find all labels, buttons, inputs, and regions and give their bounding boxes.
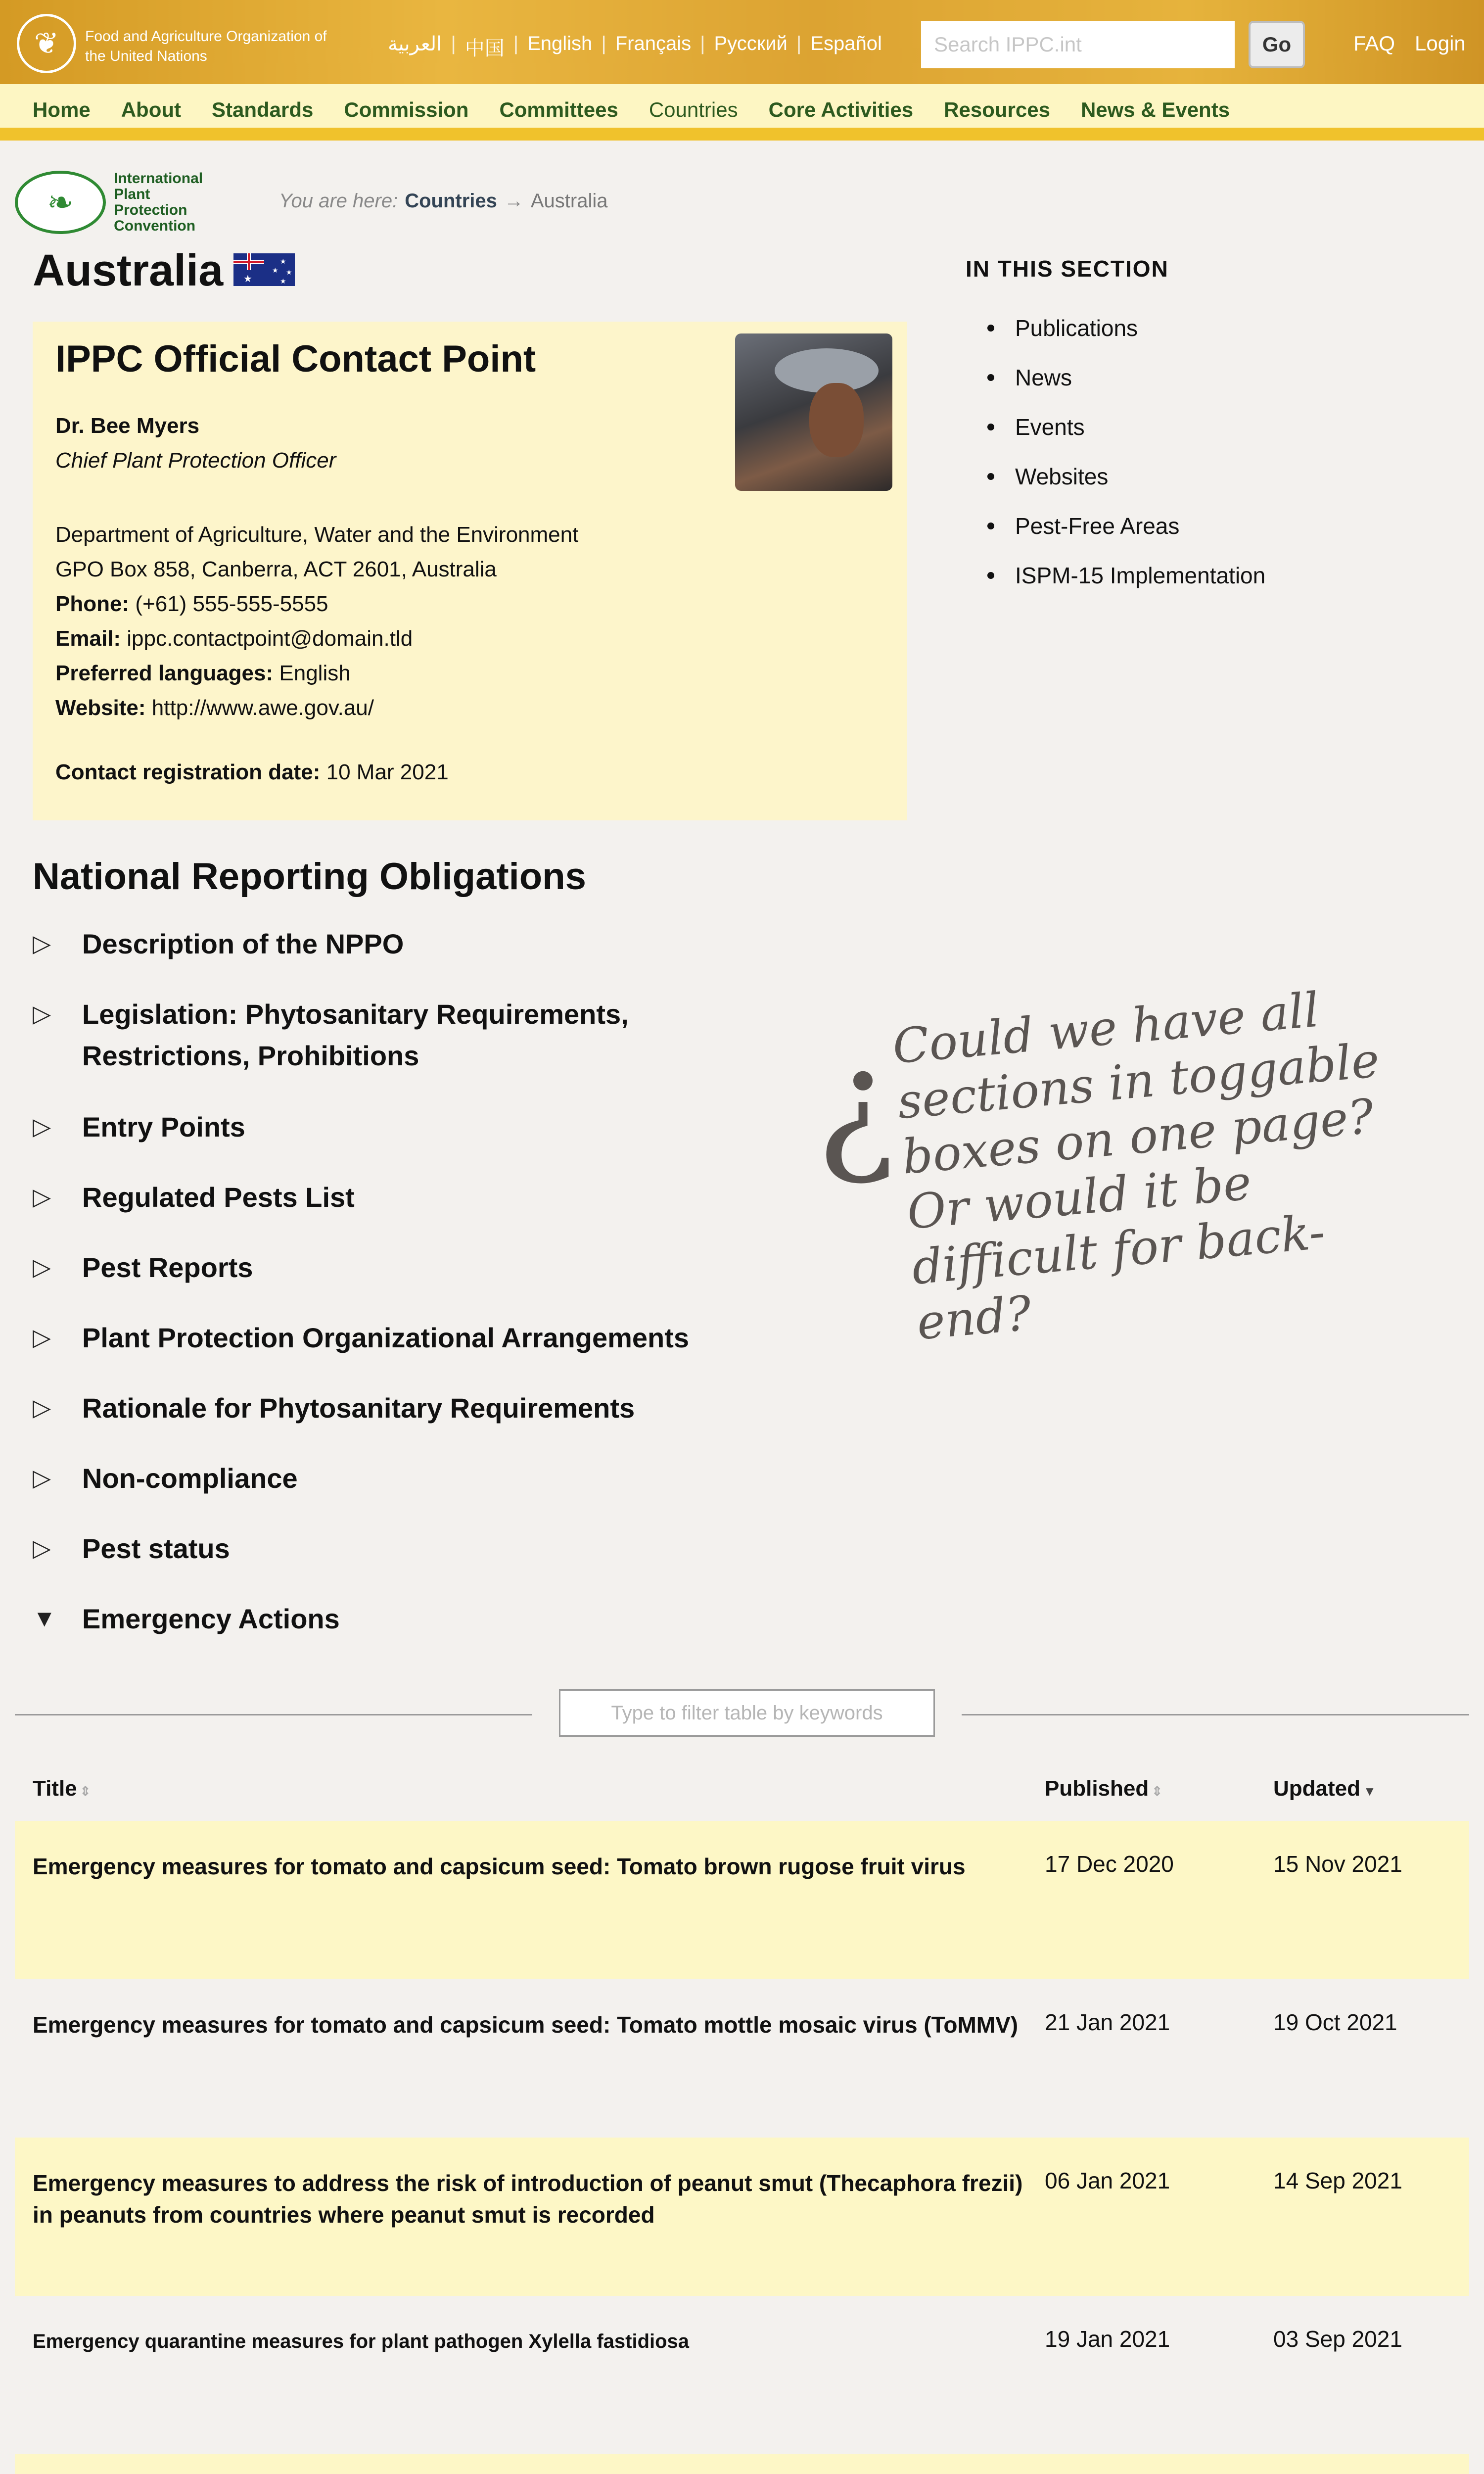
- accordion-item-emergency-actions[interactable]: ▼ Emergency Actions: [33, 1603, 340, 1634]
- table-filter-input[interactable]: [559, 1689, 935, 1737]
- ippc-logo-text: International Plant Protection Convention: [114, 170, 203, 234]
- accordion-item-nppo[interactable]: ▷ Description of the NPPO: [33, 928, 404, 959]
- accordion-item-pest-status[interactable]: ▷ Pest status: [33, 1533, 230, 1564]
- breadcrumb-countries[interactable]: Countries: [405, 190, 497, 212]
- handwritten-note-text: Could we have all sections in toggable boxes on one page? Or would it be difficult for back-end?: [890, 982, 1382, 1351]
- contact-phone: Phone: (+61) 555-555-5555: [55, 592, 328, 616]
- nav-home[interactable]: Home: [33, 98, 91, 121]
- handwritten-note: [816, 982, 1400, 1514]
- obligations-title: National Reporting Obligations: [33, 856, 586, 898]
- sort-desc-icon: ▼: [1363, 1784, 1376, 1799]
- triangle-right-icon: ▷: [33, 1325, 51, 1351]
- nav-committees[interactable]: Committees: [499, 98, 618, 121]
- row-updated: 14 Sep 2021: [1273, 2168, 1402, 2193]
- nav-countries[interactable]: Countries: [649, 98, 738, 121]
- search-go-button[interactable]: Go: [1249, 21, 1305, 68]
- accordion-item-regulated-pests[interactable]: ▷ Regulated Pests List: [33, 1182, 355, 1213]
- accordion-item-pest-reports[interactable]: ▷ Pest Reports: [33, 1252, 253, 1283]
- triangle-right-icon: ▷: [33, 931, 51, 957]
- triangle-down-icon: ▼: [33, 1606, 56, 1632]
- login-link[interactable]: Login: [1415, 32, 1466, 55]
- contact-card: [33, 322, 907, 820]
- main-nav: [0, 84, 1484, 141]
- page-title: Australia: [33, 246, 224, 295]
- triangle-right-icon: ▷: [33, 1395, 51, 1421]
- contact-name: Dr. Bee Myers: [55, 414, 200, 438]
- row-title-link[interactable]: Emergency measures for tomato and capsicum seed: Tomato brown rugose fruit virus: [33, 1854, 966, 1879]
- accordion-item-organizational[interactable]: ▷ Plant Protection Organizational Arrangements: [33, 1322, 690, 1353]
- table-row[interactable]: [15, 2138, 1469, 2296]
- side-link-pest-free-areas[interactable]: Pest-Free Areas: [987, 513, 1265, 562]
- triangle-right-icon: ▷: [33, 1001, 51, 1027]
- column-header-title[interactable]: Title ⇕: [33, 1776, 91, 1801]
- side-link-ispm15[interactable]: ISPM-15 Implementation: [987, 562, 1265, 612]
- question-mark-icon: ¿: [816, 1017, 896, 1189]
- side-link-publications[interactable]: Publications: [987, 315, 1265, 364]
- language-switcher: العربية | 中国 | English | Français | Русский | Español: [388, 33, 882, 61]
- avatar: [735, 333, 892, 491]
- nav-standards[interactable]: Standards: [212, 98, 314, 121]
- accordion-item-non-compliance[interactable]: ▷ Non-compliance: [33, 1463, 298, 1494]
- lang-russian[interactable]: Русский: [714, 33, 788, 54]
- contact-department: Department of Agriculture, Water and the Environment: [55, 523, 579, 547]
- fao-name: Food and Agriculture Organization of the United Nations: [85, 28, 327, 64]
- row-title-link[interactable]: Emergency measures to address the risk of introduction of peanut smut (Thecaphora frezii) in peanuts from countries where peanut smut is recorded: [33, 2170, 1023, 2228]
- fao-logo-icon[interactable]: ❦: [17, 14, 76, 73]
- side-section-heading: IN THIS SECTION: [966, 256, 1169, 282]
- contact-website: Website: http://www.awe.gov.au/: [55, 696, 374, 720]
- contact-card-heading: IPPC Official Contact Point: [55, 338, 536, 380]
- ippc-leaf-icon: ❧: [15, 171, 106, 234]
- nav-commission[interactable]: Commission: [344, 98, 469, 121]
- lang-french[interactable]: Français: [615, 33, 692, 54]
- lang-spanish[interactable]: Español: [810, 33, 882, 54]
- breadcrumb-current: Australia: [530, 190, 608, 212]
- contact-languages: Preferred languages: English: [55, 661, 351, 685]
- lang-chinese[interactable]: 中国: [464, 38, 505, 59]
- table-row[interactable]: [15, 1979, 1469, 2138]
- nav-resources[interactable]: Resources: [944, 98, 1050, 121]
- breadcrumb: [279, 190, 608, 212]
- nav-news-events[interactable]: News & Events: [1080, 98, 1230, 121]
- search-input[interactable]: [921, 21, 1235, 68]
- row-updated: 19 Oct 2021: [1273, 2009, 1397, 2035]
- sort-icon: ⇕: [80, 1784, 91, 1799]
- column-header-published[interactable]: Published ⇕: [1045, 1776, 1163, 1801]
- triangle-right-icon: ▷: [33, 1184, 51, 1210]
- accordion-item-legislation[interactable]: ▷ Legislation: Phytosanitary Requirements, Restrictions, Prohibitions: [33, 999, 629, 1071]
- nav-core-activities[interactable]: Core Activities: [768, 98, 914, 121]
- triangle-right-icon: ▷: [33, 1114, 51, 1140]
- nav-about[interactable]: About: [121, 98, 181, 121]
- row-title-link[interactable]: Emergency measures for tomato and capsicum seed: Tomato mottle mosaic virus (ToMMV): [33, 2012, 1019, 2038]
- contact-registration: Contact registration date: 10 Mar 2021: [55, 760, 449, 784]
- row-title-link[interactable]: Emergency quarantine measures for plant pathogen Xylella fastidiosa: [33, 2331, 690, 2352]
- contact-address: GPO Box 858, Canberra, ACT 2601, Australia: [55, 557, 497, 581]
- filter-divider-right: [962, 1714, 1469, 1715]
- breadcrumb-arrow-icon: →: [504, 190, 524, 212]
- row-published: 06 Jan 2021: [1045, 2168, 1170, 2193]
- table-row[interactable]: [15, 1821, 1469, 1979]
- triangle-right-icon: ▷: [33, 1254, 51, 1281]
- row-updated: 03 Sep 2021: [1273, 2326, 1402, 2352]
- row-published: 19 Jan 2021: [1045, 2326, 1170, 2352]
- top-bar: [0, 0, 1484, 84]
- side-link-events[interactable]: Events: [987, 414, 1265, 463]
- contact-email: Email: ippc.contactpoint@domain.tld: [55, 626, 413, 651]
- side-link-websites[interactable]: Websites: [987, 463, 1265, 513]
- sort-icon: ⇕: [1152, 1784, 1163, 1799]
- row-published: 21 Jan 2021: [1045, 2009, 1170, 2035]
- filter-divider-left: [15, 1714, 532, 1715]
- column-header-updated[interactable]: Updated ▼: [1273, 1776, 1376, 1801]
- row-updated: 15 Nov 2021: [1273, 1851, 1402, 1877]
- lang-arabic[interactable]: العربية: [388, 33, 442, 55]
- ippc-logo[interactable]: [15, 170, 213, 235]
- breadcrumb-label: You are here:: [279, 190, 398, 212]
- row-published: 17 Dec 2020: [1045, 1851, 1174, 1877]
- table-row[interactable]: [15, 2296, 1469, 2454]
- accordion-item-rationale[interactable]: ▷ Rationale for Phytosanitary Requirements: [33, 1392, 635, 1424]
- contact-role: Chief Plant Protection Officer: [55, 448, 336, 473]
- contact-website-link[interactable]: http://www.awe.gov.au/: [151, 696, 374, 720]
- triangle-right-icon: ▷: [33, 1535, 51, 1562]
- accordion-item-entry-points[interactable]: ▷ Entry Points: [33, 1111, 245, 1142]
- australia-flag-icon: ★ ★ ★ ★ ★: [233, 253, 295, 286]
- lang-english[interactable]: English: [527, 33, 593, 54]
- contact-email-link[interactable]: ippc.contactpoint@domain.tld: [127, 626, 413, 651]
- side-link-news[interactable]: News: [987, 364, 1265, 414]
- triangle-right-icon: ▷: [33, 1465, 51, 1491]
- side-section-list: [987, 315, 1265, 612]
- faq-link[interactable]: FAQ: [1353, 32, 1395, 55]
- table-row[interactable]: [15, 2454, 1469, 2474]
